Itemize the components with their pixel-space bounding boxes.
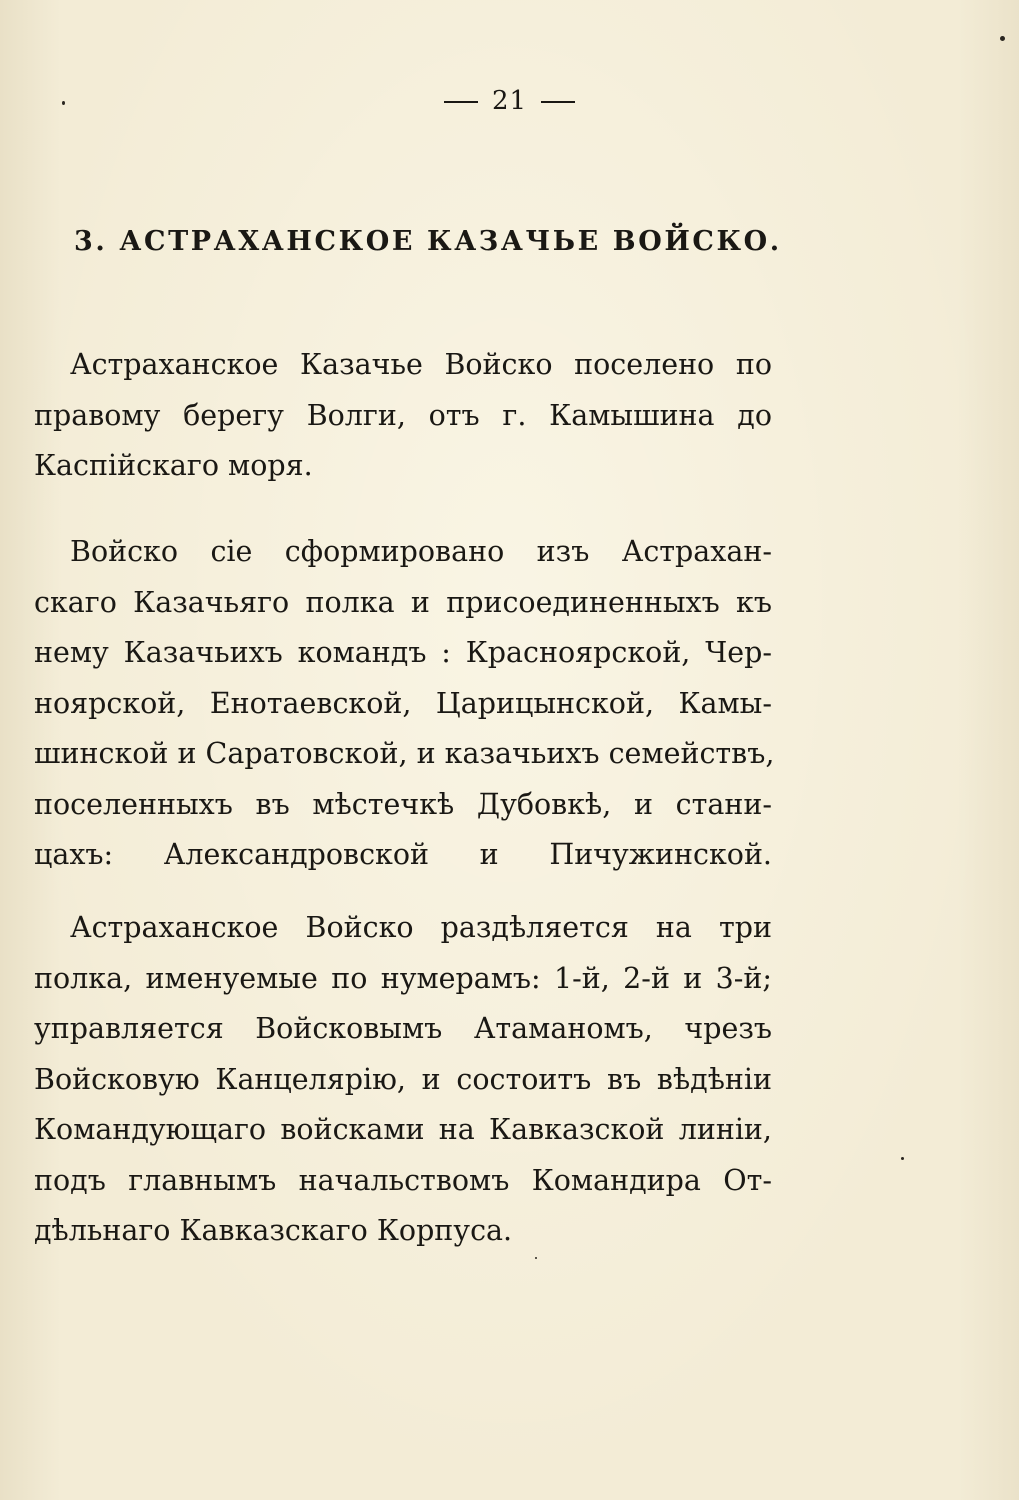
ink-speck xyxy=(1000,36,1005,41)
section-heading: 3. АСТРАХАНСКОЕ КАЗАЧЬЕ ВОЙСКО. xyxy=(74,226,782,257)
left-dash xyxy=(444,101,478,103)
paragraph-line: управляется Войсковымъ Атаманомъ, чрезъ xyxy=(34,1012,772,1045)
paragraph-3 xyxy=(34,903,772,1257)
paragraph-line: Войсковую Канцелярію, и состоитъ въ вѣдѣніи xyxy=(34,1062,772,1096)
right-dash xyxy=(541,101,575,103)
paragraph-line: цахъ: Александровской и Пичужинской. xyxy=(34,838,772,871)
paragraph-1 xyxy=(34,340,772,492)
paragraph-line: Войско сіе сформировано изъ Астрахан- xyxy=(70,535,772,568)
paragraph-line: Астраханское Войско раздѣляется на три xyxy=(70,911,772,944)
paragraph-line: Каспійскаго моря. xyxy=(34,449,313,482)
ink-speck xyxy=(535,1257,537,1259)
paragraph-line: скаго Казачьяго полка и присоединенныхъ къ xyxy=(34,585,772,619)
paragraph-line: полка, именуемые по нумерамъ: 1-й, 2-й и 3-й; xyxy=(34,961,772,995)
paragraph-line: Командующаго войсками на Кавказской линіи, xyxy=(34,1113,772,1146)
ink-speck xyxy=(901,1157,904,1160)
paragraph-line: правому берегу Волги, отъ г. Камышина до xyxy=(34,398,772,432)
page-number xyxy=(0,86,1019,116)
paragraph-line: нему Казачьихъ командъ : Красноярской, Чер- xyxy=(34,636,772,669)
paragraph-line: ноярской, Енотаевской, Царицынской, Камы- xyxy=(34,686,772,720)
paragraph-line: дѣльнаго Кавказскаго Корпуса. xyxy=(34,1214,513,1247)
paragraph-2 xyxy=(34,527,775,881)
ink-speck xyxy=(62,101,65,105)
paragraph-line: Астраханское Казачье Войско поселено по xyxy=(70,348,772,381)
paragraph-line: подъ главнымъ начальствомъ Командира От- xyxy=(34,1163,772,1197)
paragraph-line: шинской и Саратовской, и казачьихъ семействъ, xyxy=(34,737,775,770)
page-number-value: 21 xyxy=(491,86,528,116)
paragraph-line: поселенныхъ въ мѣстечкѣ Дубовкѣ, и стани- xyxy=(34,787,772,821)
